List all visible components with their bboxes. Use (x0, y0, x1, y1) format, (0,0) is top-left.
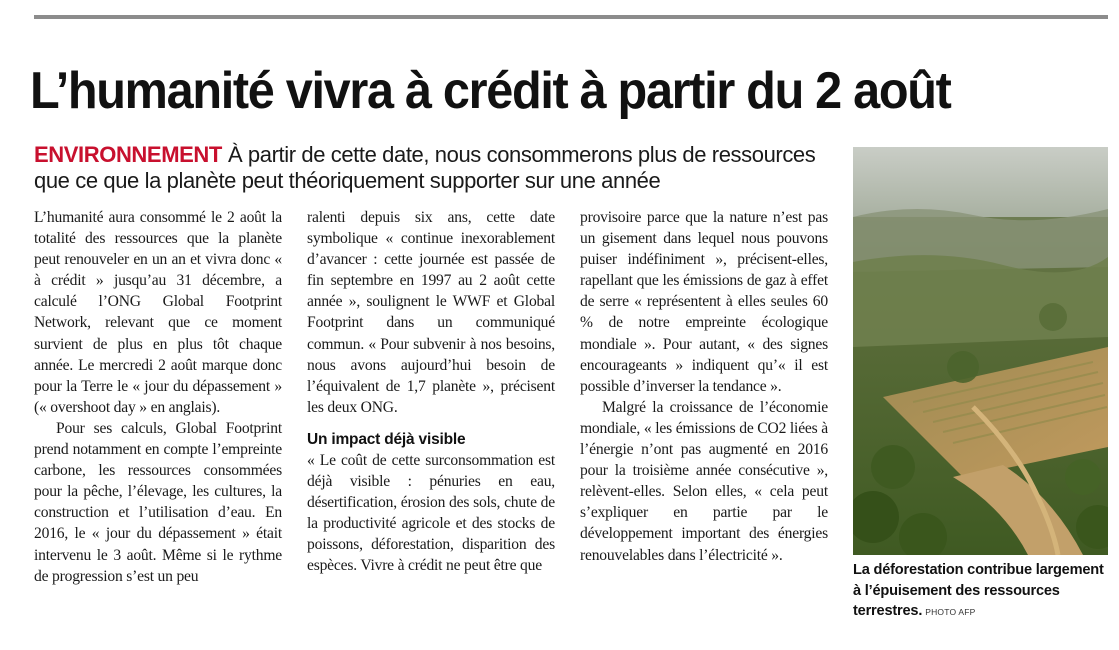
caption-text: La déforestation contribue largement à l’épuisement des ressources terrestres. (853, 562, 1104, 619)
deforestation-photo (853, 147, 1108, 555)
standfirst (34, 142, 839, 194)
aerial-forest-image (853, 147, 1108, 555)
paragraph: Malgré la croissance de l’économie mondiale, « les émissions de CO2 liées à l’énergie n’ont pas augmenté en 2016 pour la troisième année consécutive », relèvent-elles. Selon elles, « cela peut s’expliquer en partie par le développement important des énergies renouvelables dans l’électricité ». (580, 398, 828, 564)
rubric-label: ENVIRONNEMENT (34, 142, 222, 167)
paragraph: « Le coût de cette surconsommation est déjà visible : pénuries en eau, désertification, érosion des sols, chute de la productivité agricole et des stocks de poissons, déforestation, disparition des espèces. Vivre à crédit ne peut être que (307, 451, 555, 575)
column-1 (34, 207, 282, 587)
paragraph: ralenti depuis six ans, cette date symbolique « continue inexorablement d’avancer : cette journée est passée de fin septembre en 1997 au 2 août cette année », soulignent le WWF et Global Footprint dans un communiqué commun. « Pour subvenir à nos besoins, nous avons aujourd’hui besoin de l’équivalent de 1,7 planète », précisent les deux ONG. (307, 209, 555, 416)
photo-credit: PHOTO AFP (925, 607, 976, 617)
standfirst-text: À partir de cette date, nous consommerons plus de ressources que ce que la planète peut théoriquement supporter sur une année (34, 142, 816, 193)
photo-caption (853, 560, 1111, 623)
paragraph: Pour ses calculs, Global Footprint prend notamment en compte l’empreinte carbone, les ressources consommées pour la pêche, l’élevage, les cultures, la construction et l’utilisation d’eau. En 2016, le « jour du dépassement » était intervenu le 3 août. Même si le rythme de progression s’est un peu (34, 419, 282, 585)
subheading: Un impact déjà visible (307, 430, 466, 448)
top-rule (34, 15, 1108, 19)
paragraph: provisoire parce que la nature n’est pas un gisement dans lequel nous pouvons puiser indéfiniment », précisent-elles, rapellant que les émissions de gaz à effet de serre « représentent à elles seules 60 % de notre empreinte écologique mondiale ». Pour autant, « des signes encourageants » indiquent qu’« il est possible d’inverser la tendance ». (580, 209, 828, 395)
column-2 (307, 207, 555, 577)
paragraph: L’humanité aura consommé le 2 août la totalité des ressources que la planète peut renouveler en un an et vivra donc « à crédit » jusqu’au 31 décembre, a calculé l’ONG Global Footprint Network, relevant que ce moment survient de plus en plus tôt chaque année. Le mercredi 2 août marque donc pour la Terre le « jour du dépassement » (« overshoot day » en anglais). (34, 209, 282, 416)
column-3 (580, 207, 828, 566)
headline: L’humanité vivra à crédit à partir du 2 août (30, 62, 951, 120)
